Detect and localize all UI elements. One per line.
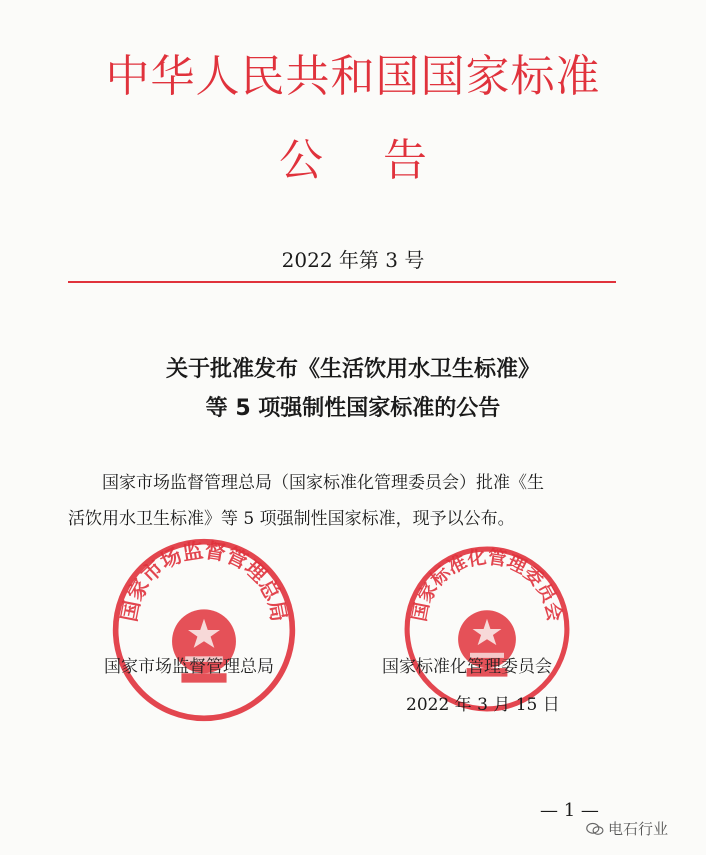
document-type: 公告 (279, 135, 487, 186)
watermark (586, 818, 668, 839)
document-number: 2022 年第 3 号 (281, 248, 425, 272)
announcement-body (68, 465, 628, 537)
body-line: 活饮用水卫生标准》等 5 项强制性国家标准，现予以公布。 (68, 509, 515, 529)
announcement-title-line2: 等 5 项强制性国家标准的公告 (205, 396, 501, 421)
official-seal-sac (402, 544, 572, 714)
wechat-icon (586, 822, 604, 836)
watermark-text: 电石行业 (608, 820, 669, 838)
svg-text:国家标准化管理委员会: 国家标准化管理委员会 (409, 547, 565, 624)
svg-text:国家市场监督管理总局: 国家市场监督管理总局 (116, 538, 292, 624)
official-seal-samr (110, 536, 298, 724)
issue-date: 2022 年 3 月 15 日 (406, 695, 560, 715)
issuer-samr: 国家市场监督管理总局 (104, 657, 274, 677)
body-line: 国家市场监督管理总局（国家标准化管理委员会）批准《生 (102, 473, 544, 493)
page-number: — 1 — (540, 800, 599, 821)
red-divider (68, 281, 616, 283)
announcement-title-line1: 关于批准发布《生活饮用水卫生标准》 (165, 357, 540, 382)
org-title: 中华人民共和国国家标准 (105, 51, 601, 102)
issuer-sac: 国家标准化管理委员会 (382, 657, 552, 677)
